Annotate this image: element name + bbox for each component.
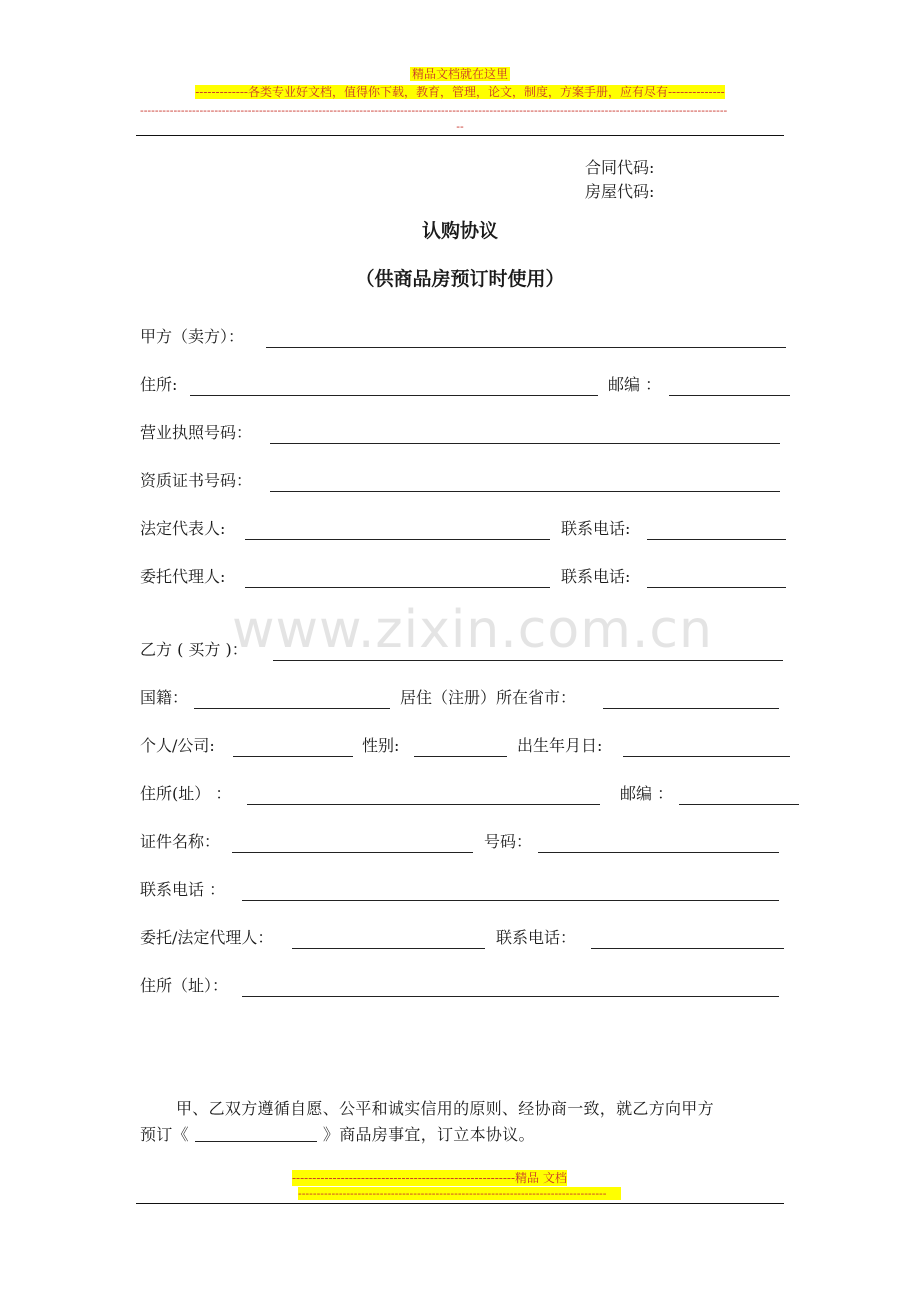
header-banner-title [0,66,920,82]
gender-field[interactable] [414,756,507,757]
gender-label: 性别: [362,736,400,755]
buyer-agent-address-field[interactable] [242,996,779,997]
seller-label: 甲方（卖方）： [140,327,245,346]
footer-banner: -------------------------------------------------------精品 文档 [292,1171,567,1185]
buyer-agent-label: 委托/法定代理人： [140,928,274,947]
buyer-agent-phone-label: 联系电话： [496,928,577,947]
footer-rule [136,1203,784,1204]
legal-rep-field[interactable] [245,539,550,540]
id-name-label: 证件名称： [140,832,221,851]
header-banner-tagline-text: -------------各类专业好文档，值得你下载，教育，管理，论文，制度，方案手册，应有尽有-------------- [195,85,725,99]
id-number-label: 号码： [484,832,533,851]
contract-code-label: 合同代码: [585,158,655,177]
seller-postcode-label: 邮编 ： [608,375,662,394]
buyer-phone-field[interactable] [242,900,779,901]
id-number-field[interactable] [538,852,779,853]
legal-rep-label: 法定代表人: [140,519,226,538]
id-name-field[interactable] [232,852,473,853]
birth-date-field[interactable] [623,756,790,757]
buyer-postcode-field[interactable] [679,804,799,805]
buyer-phone-label: 联系电话 ： [140,880,226,899]
agreement-line-2-suffix: 》商品房事宜，订立本协议。 [322,1125,535,1144]
buyer-label: 乙方 ( 买方 )： [140,640,248,659]
buyer-agent-address-label: 住所（址）： [140,976,229,995]
property-name-blank[interactable] [195,1125,317,1142]
seller-agent-field[interactable] [245,587,550,588]
seller-agent-phone-label: 联系电话: [561,567,631,586]
agreement-line-2 [140,1122,785,1148]
seller-agent-phone-field[interactable] [647,587,786,588]
person-company-field[interactable] [233,756,353,757]
qualification-no-field[interactable] [270,491,780,492]
legal-rep-phone-field[interactable] [647,539,786,540]
seller-postcode-field[interactable] [669,395,790,396]
agreement-line-1: 甲、乙双方遵循自愿、公平和诚实信用的原则、经协商一致，就乙方向甲方 [176,1099,714,1118]
header-banner-title-text: 精品文档就在这里 [411,67,508,81]
birth-date-label: 出生年月日: [517,736,603,755]
residence-city-label: 居住（注册）所在省市： [400,688,577,707]
agreement-paragraph [140,1096,785,1148]
house-code-label: 房屋代码: [585,182,655,201]
license-no-field[interactable] [270,443,780,444]
document-subtitle: （供商品房预订时使用） [355,268,565,290]
legal-rep-phone-label: 联系电话: [561,519,631,538]
header-banner-tagline [0,84,920,101]
site-watermark: www.zixin.com.cn [232,600,713,660]
agreement-line-2-prefix: 预订《 [140,1125,189,1144]
nationality-field[interactable] [194,708,390,709]
header-dash-tail: -- [456,120,464,133]
nationality-label: 国籍： [140,688,189,707]
buyer-address-field[interactable] [247,804,600,805]
header-rule [136,135,784,136]
seller-field[interactable] [266,347,786,348]
seller-agent-label: 委托代理人: [140,567,226,586]
buyer-agent-phone-field[interactable] [591,948,784,949]
qualification-no-label: 资质证书号码： [140,471,253,490]
buyer-agent-field[interactable] [292,948,485,949]
person-company-label: 个人/公司: [140,736,215,755]
seller-address-label: 住所: [140,375,178,394]
seller-address-field[interactable] [190,395,598,396]
buyer-postcode-label: 邮编 ： [620,784,674,803]
residence-city-field[interactable] [603,708,779,709]
footer-dash-line: ----------------------------------------------------------------------------------- [298,1187,621,1200]
document-title: 认购协议 [421,220,498,242]
header-dash-line: -------------------------------------------------------------------------------------------------------------------------------------------------------------- [140,104,728,117]
license-no-label: 营业执照号码： [140,423,253,442]
buyer-field[interactable] [273,660,783,661]
buyer-address-label: 住所(址） ： [140,784,232,803]
